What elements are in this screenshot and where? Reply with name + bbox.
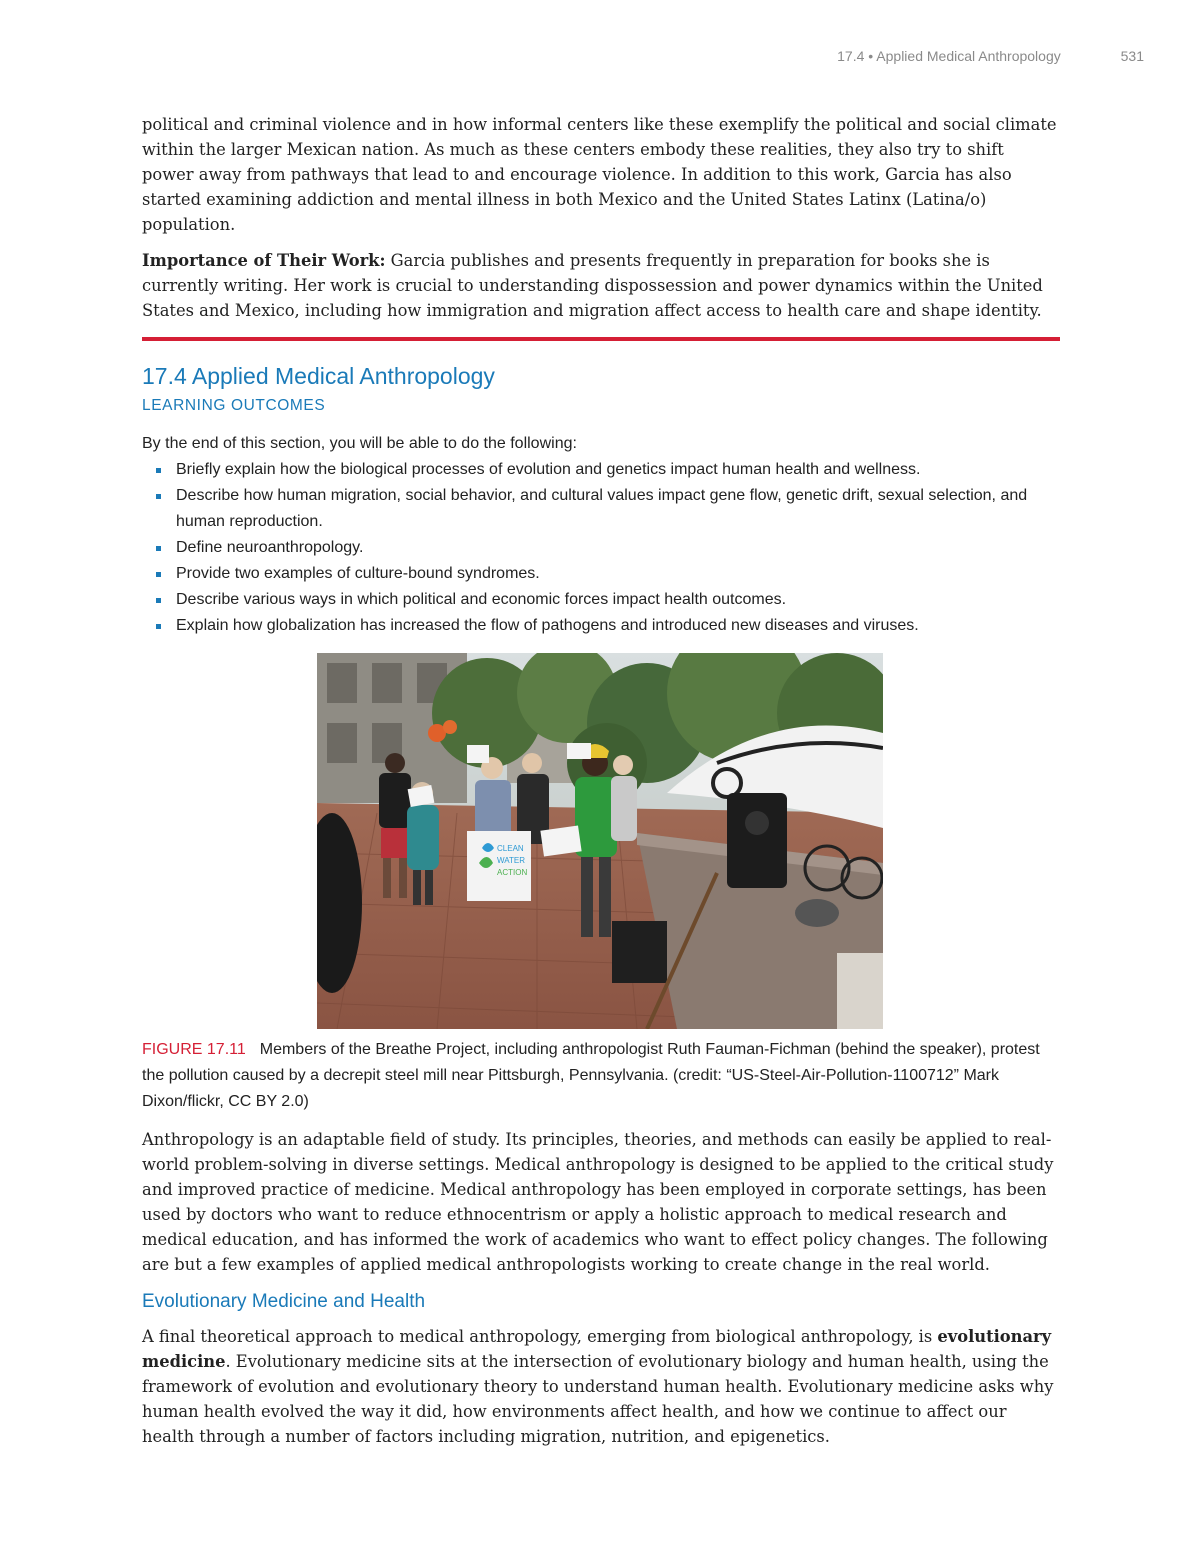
bullet-icon: [156, 572, 161, 577]
importance-label: Importance of Their Work:: [142, 251, 386, 270]
bullet-icon: [156, 598, 161, 603]
bullet-icon: [156, 624, 161, 629]
learning-outcomes-list: [142, 457, 1060, 639]
page-content: [142, 112, 1060, 1460]
learning-outcome-item: [142, 483, 1060, 535]
bullet-icon: [156, 546, 161, 551]
final-paragraph-before: A final theoretical approach to medical anthropology, emerging from biological anthropology, is: [142, 1327, 938, 1346]
body-paragraph: Anthropology is an adaptable field of study. Its principles, theories, and methods can easily be applied to real-world problem-solving in diverse settings. Medical anthropology is designed to be applied to the critical study and improved practice of medicine. Medical anthropology has been employed in corporate settings, has been used by doctors who want to reduce ethnocentrism or apply a holistic approach to medical research and medical education, and has informed the work of academics who want to effect policy changes. The following are but a few examples of applied medical anthropologists working to create change in the real world.: [142, 1130, 1054, 1274]
key-term: evolutionary medicine: [142, 1327, 1052, 1371]
section-title: 17.4 Applied Medical Anthropology: [142, 363, 495, 389]
learning-outcome-text: Briefly explain how the biological processes of evolution and genetics impact human health and wellness.: [176, 461, 921, 478]
banner-line-2: WATER: [497, 856, 525, 865]
protest-photo: [317, 653, 883, 1029]
banner-line-1: CLEAN: [497, 844, 524, 853]
protest-photo-illustration: [317, 653, 883, 1029]
running-head: [837, 48, 1144, 64]
running-head-section: 17.4 • Applied Medical Anthropology: [837, 48, 1061, 64]
learning-outcome-text: Describe various ways in which political and economic forces impact health outcomes.: [176, 591, 787, 608]
learning-outcome-item: [142, 613, 1060, 639]
learning-outcome-item: [142, 535, 1060, 561]
final-paragraph: [142, 1324, 1060, 1449]
learning-outcome-text: Explain how globalization has increased the flow of pathogens and introduced new diseases and viruses.: [176, 617, 919, 634]
learning-outcomes-heading: LEARNING OUTCOMES: [142, 397, 326, 414]
learning-outcome-text: Provide two examples of culture-bound syndromes.: [176, 565, 540, 582]
final-paragraph-after: . Evolutionary medicine sits at the intersection of evolutionary biology and human health, using the framework of evolution and evolutionary theory to understand human health. Evolutionary medicine asks why human health evolved the way it did, how environments affect health, and how we continue to affect our health through a number of factors including migration, nutrition, and epigenetics.: [142, 1352, 1054, 1446]
importance-paragraph: [142, 248, 1060, 323]
subsection-title: Evolutionary Medicine and Health: [142, 1291, 426, 1312]
section-divider: [142, 337, 1060, 341]
learning-outcome-item: [142, 561, 1060, 587]
bullet-icon: [156, 468, 161, 473]
learning-outcome-item: [142, 587, 1060, 613]
banner-line-3: ACTION: [497, 868, 528, 877]
importance-text: Garcia publishes and presents frequently in preparation for books she is currently writing. Her work is crucial to understanding dispossession and power dynamics within the United States and Mexico, including how immigration and migration affect access to health care and shape identity.: [142, 251, 1043, 320]
learning-outcome-text: Define neuroanthropology.: [176, 539, 364, 556]
figure-label: FIGURE 17.11: [142, 1041, 246, 1058]
figure-caption: [142, 1037, 1060, 1115]
learning-outcome-text: Describe how human migration, social behavior, and cultural values impact gene flow, genetic drift, sexual selection, and human reproduction.: [176, 487, 1028, 530]
bullet-icon: [156, 494, 161, 499]
learning-outcomes-intro: By the end of this section, you will be able to do the following:: [142, 435, 577, 452]
figure-caption-text: Members of the Breathe Project, including anthropologist Ruth Fauman-Fichman (behind the speaker), protest the pollution caused by a decrepit steel mill near Pittsburgh, Pennsylvania. (credit: “US-Steel-Air-Pollution-1100712” Mark Dixon/flickr, CC BY 2.0): [142, 1041, 1040, 1110]
learning-outcome-item: [142, 457, 1060, 483]
intro-paragraph: political and criminal violence and in how informal centers like these exemplify the political and social climate within the larger Mexican nation. As much as these centers embody these realities, they also try to shift power away from pathways that lead to and encourage violence. In addition to this work, Garcia has also started examining addiction and mental illness in both Mexico and the United States Latinx (Latina/o) population.: [142, 115, 1057, 234]
page-number: 531: [1120, 48, 1144, 64]
